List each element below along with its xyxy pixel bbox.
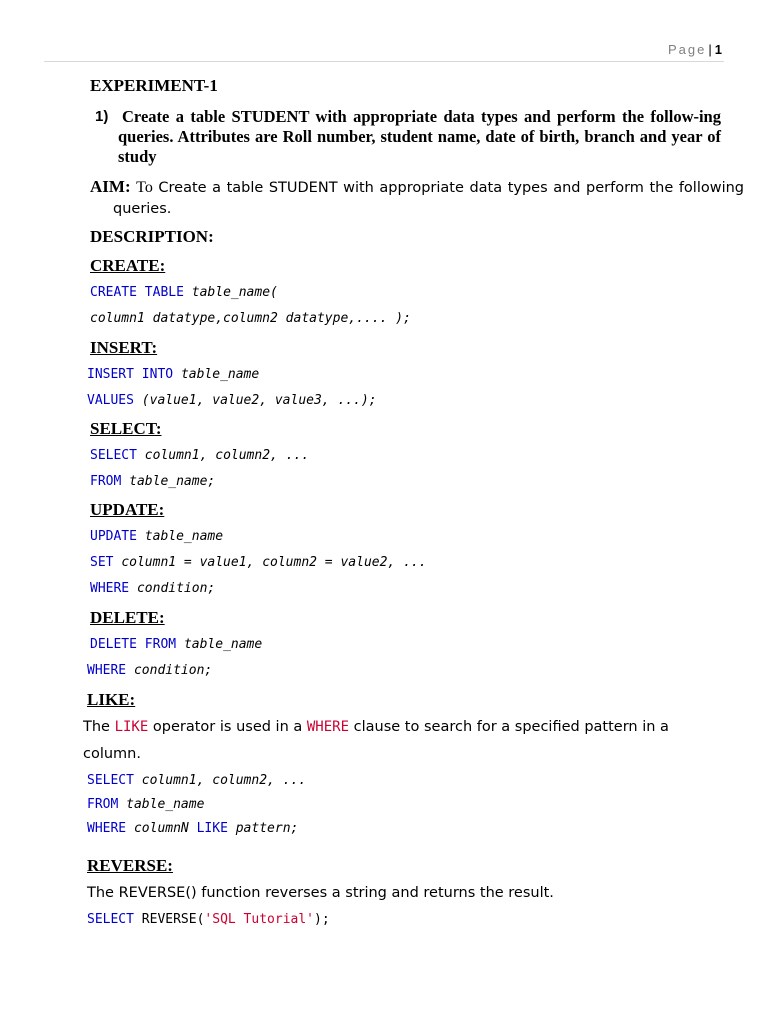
keyword-like: LIKE xyxy=(196,821,228,836)
delete-syntax-line2 xyxy=(87,663,212,678)
keyword-select: SELECT xyxy=(90,448,137,463)
keyword-where: WHERE xyxy=(87,821,127,836)
keyword-set: SET xyxy=(90,555,114,570)
like-column-n: columnN xyxy=(133,821,189,836)
select-syntax-line2 xyxy=(90,474,215,489)
keyword-values: VALUES xyxy=(87,393,134,408)
reverse-function: REVERSE( xyxy=(141,912,205,927)
update-table-name: table_name xyxy=(144,529,224,544)
insert-table-name: table_name xyxy=(180,367,260,382)
keyword-delete: DELETE xyxy=(90,637,137,652)
insert-syntax-line1 xyxy=(87,367,259,382)
header-rule xyxy=(44,61,724,62)
reverse-heading: REVERSE: xyxy=(87,856,173,875)
delete-table-name: table_name xyxy=(183,637,263,652)
aim-first-word: To xyxy=(136,179,153,196)
question-text: Create a table STUDENT with appropriate data types and perform the follow-ing queries. Attributes are Roll number, student name, date of birth, branch and year of study xyxy=(118,107,721,166)
keyword-update: UPDATE xyxy=(90,529,137,544)
like-columns: column1, column2, ... xyxy=(141,773,307,788)
keyword-select: SELECT xyxy=(87,912,134,927)
question-number: 1) xyxy=(95,108,109,125)
select-heading: SELECT: xyxy=(90,419,162,438)
description-heading: DESCRIPTION: xyxy=(90,227,214,246)
create-table-name: table_name( xyxy=(191,285,278,300)
like-desc-line2: column. xyxy=(83,746,141,762)
reverse-description: The REVERSE() function reverses a string and returns the result. xyxy=(87,885,554,901)
create-heading: CREATE: xyxy=(90,256,166,275)
like-pattern: pattern; xyxy=(235,821,299,836)
keyword-create: CREATE xyxy=(90,285,137,300)
update-syntax-line2 xyxy=(90,555,427,570)
page-header xyxy=(668,42,722,57)
keyword-insert: INSERT xyxy=(87,367,134,382)
keyword-where: WHERE xyxy=(90,581,130,596)
delete-syntax-line1 xyxy=(90,637,262,652)
like-desc-mid: operator is used in a xyxy=(152,719,303,735)
insert-values-args: (value1, value2, value3, ...); xyxy=(141,393,377,408)
update-set-clause: column1 = value1, column2 = value2, ... xyxy=(121,555,427,570)
insert-syntax-line2 xyxy=(87,393,377,408)
select-table-name: table_name; xyxy=(129,474,216,489)
question-block xyxy=(95,107,721,167)
delete-heading: DELETE: xyxy=(90,608,165,627)
keyword-from: FROM xyxy=(90,474,122,489)
keyword-where: WHERE xyxy=(87,663,127,678)
reverse-syntax xyxy=(87,912,330,927)
delete-condition: condition; xyxy=(133,663,213,678)
update-heading: UPDATE: xyxy=(90,500,165,519)
like-description xyxy=(83,714,723,768)
create-syntax-line1 xyxy=(90,285,278,300)
aim-text: Create a table STUDENT with appropriate data types and perform the following queries. xyxy=(113,180,745,217)
like-desc-end: clause to search for a specified pattern in a xyxy=(353,719,669,735)
keyword-into: INTO xyxy=(141,367,174,382)
keyword-from: FROM xyxy=(144,637,177,652)
update-syntax-line1 xyxy=(90,529,223,544)
keyword-table: TABLE xyxy=(144,285,184,300)
like-syntax-line2 xyxy=(87,797,204,812)
like-desc-the: The xyxy=(83,719,110,735)
create-syntax-line2: column1 datatype,column2 datatype,.... ); xyxy=(90,311,411,326)
update-syntax-line3 xyxy=(90,581,215,596)
like-heading: LIKE: xyxy=(87,690,136,709)
page-label: Page xyxy=(668,42,707,57)
select-syntax-line1 xyxy=(90,448,309,463)
page-number: 1 xyxy=(714,42,722,57)
update-condition: condition; xyxy=(136,581,216,596)
like-desc-where-keyword: WHERE xyxy=(306,719,350,735)
like-table-name: table_name xyxy=(126,797,205,812)
aim-paragraph xyxy=(90,176,744,220)
like-desc-like-keyword: LIKE xyxy=(114,719,149,735)
aim-label: AIM: xyxy=(90,177,131,196)
reverse-string-literal: 'SQL Tutorial' xyxy=(204,912,314,927)
insert-heading: INSERT: xyxy=(90,338,158,357)
reverse-end: ); xyxy=(314,912,330,927)
experiment-title: EXPERIMENT-1 xyxy=(90,76,218,95)
page-separator: | xyxy=(708,42,712,57)
like-syntax-line3 xyxy=(87,821,298,836)
like-syntax-line1 xyxy=(87,773,306,788)
keyword-select: SELECT xyxy=(87,773,134,788)
select-columns: column1, column2, ... xyxy=(144,448,310,463)
keyword-from: FROM xyxy=(87,797,119,812)
